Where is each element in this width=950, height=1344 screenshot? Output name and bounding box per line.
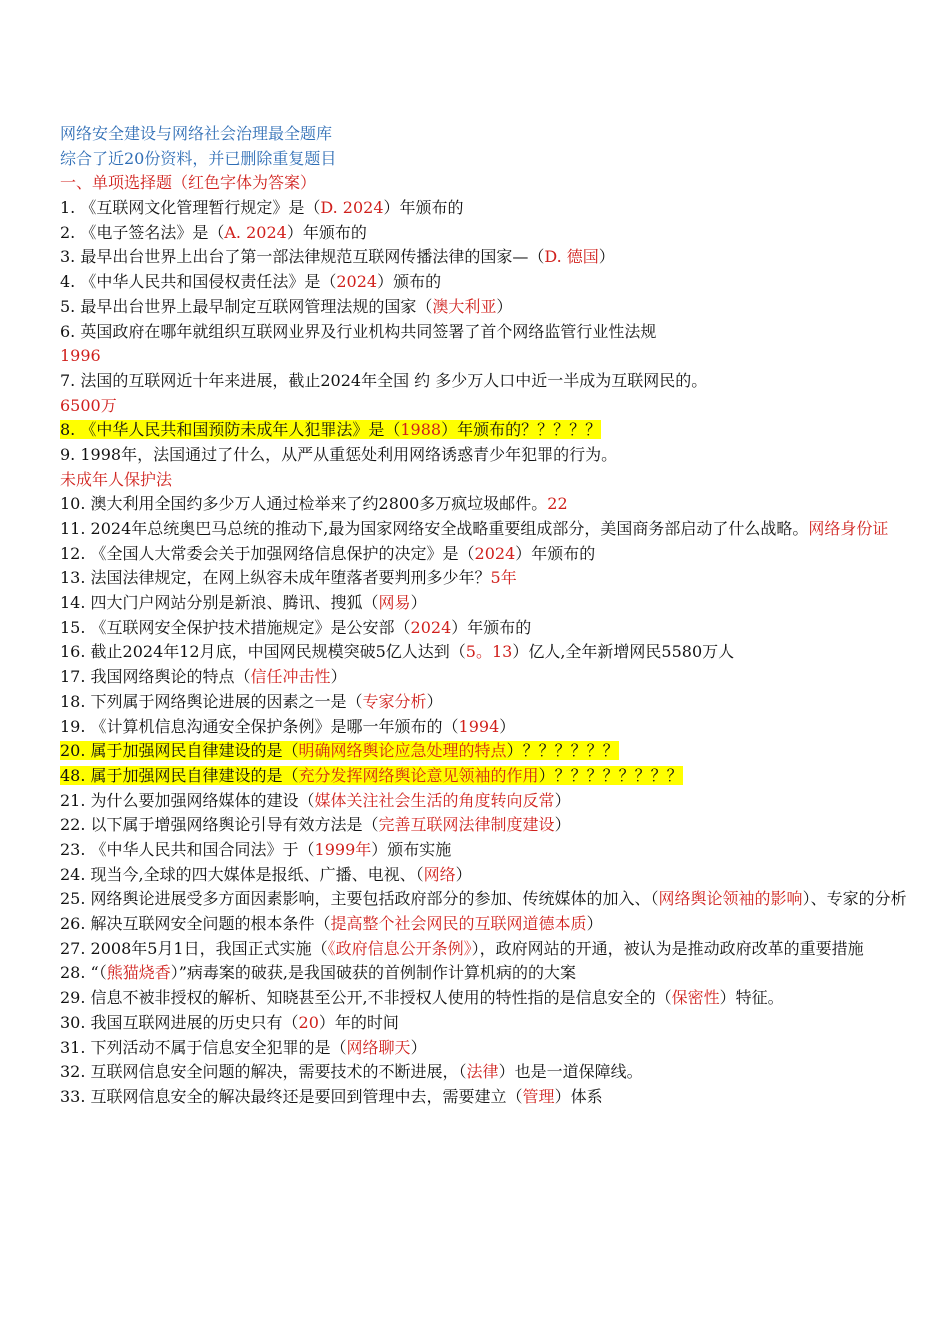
question-text: 17. 我国网络舆论的特点（ xyxy=(60,667,251,687)
question-text-tail: ），政府网站的开通，被认为是推动政府改革的重要措施 xyxy=(471,938,864,958)
question-text: 10. 澳大利用全国约多少万人通过检举来了约2800多万疯垃圾邮件。 xyxy=(60,494,548,514)
question-text-tail: ）？？？？？？ xyxy=(506,741,619,761)
question-item xyxy=(60,764,910,789)
question-text-tail: ）颁布实施 xyxy=(371,839,452,859)
answer-text: 完善互联网法律制度建设 xyxy=(378,815,555,835)
question-text-tail: ）年的时间 xyxy=(318,1012,399,1032)
question-text: 26. 解决互联网安全问题的根本条件（ xyxy=(60,914,331,934)
question-text: 20. 属于加强网民自律建设的是（ xyxy=(60,741,299,761)
question-text-tail: ）”病毒案的破获,是我国破获的首例制作计算机病的的大案 xyxy=(170,963,577,983)
question-item xyxy=(60,690,910,715)
question-item xyxy=(60,887,910,912)
question-text: 14. 四大门户网站分别是新浪、腾讯、搜狐（ xyxy=(60,593,379,613)
question-item xyxy=(60,344,910,369)
question-text: 12. 《全国人大常委会关于加强网络信息保护的决定》是（ xyxy=(60,543,475,563)
question-text: 8. 《中华人民共和国预防未成年人犯罪法》是（ xyxy=(60,420,401,440)
question-item xyxy=(60,986,910,1011)
section-heading: 一、单项选择题（红色字体为答案） xyxy=(60,173,317,193)
answer-text: 5。13 xyxy=(465,642,513,662)
question-item xyxy=(60,394,910,419)
highlighted-question xyxy=(60,741,619,760)
question-text-tail: ） xyxy=(496,296,513,316)
question-text-tail: ）颁布的 xyxy=(377,272,442,292)
question-text: 5. 最早出台世界上最早制定互联网管理法规的国家（ xyxy=(60,296,433,316)
question-item xyxy=(60,715,910,740)
answer-text: 管理 xyxy=(522,1086,555,1106)
answer-text: 6500万 xyxy=(60,395,117,415)
question-item xyxy=(60,863,910,888)
question-text-tail: ）年颁布的 xyxy=(515,543,596,563)
question-text: 24. 现当今,全球的四大媒体是报纸、广播、电视、（ xyxy=(60,864,424,884)
answer-text: D. 2024 xyxy=(320,198,384,218)
answer-text: 1999年 xyxy=(314,839,372,859)
document-page xyxy=(60,122,910,1110)
answer-text: 5年 xyxy=(490,568,517,588)
answer-text: A. 2024 xyxy=(224,222,287,242)
question-item xyxy=(60,789,910,814)
question-text: 28. “（ xyxy=(60,963,107,983)
answer-text: 媒体关注社会生活的角度转向反常 xyxy=(314,790,555,810)
question-text-tail: ） xyxy=(554,815,571,835)
question-item xyxy=(60,443,910,468)
question-item xyxy=(60,418,910,443)
question-item xyxy=(60,196,910,221)
question-text: 19. 《计算机信息沟通安全保护条例》是哪一年颁布的（ xyxy=(60,716,459,736)
answer-text: 22 xyxy=(547,494,568,514)
question-item xyxy=(60,270,910,295)
highlighted-question xyxy=(60,766,683,785)
question-item xyxy=(60,245,910,270)
question-text-tail: ） xyxy=(499,716,516,736)
question-text: 1. 《互联网文化管理暂行规定》是（ xyxy=(60,198,321,218)
question-item xyxy=(60,616,910,641)
question-text-tail: ）亿人,全年新增网民5580万人 xyxy=(512,642,735,662)
question-item xyxy=(60,813,910,838)
question-text: 18. 下列属于网络舆论进展的因素之一是（ xyxy=(60,691,363,711)
answer-text: 网络身份证 xyxy=(808,519,889,538)
question-text: 22. 以下属于增强网络舆论引导有效方法是（ xyxy=(60,815,379,835)
document-title: 网络安全建设与网络社会治理最全题库 xyxy=(60,124,333,143)
question-item xyxy=(60,961,910,986)
answer-text: 澳大利亚 xyxy=(432,296,497,316)
answer-text: 信任冲击性 xyxy=(250,667,331,687)
answer-text: 充分发挥网络舆论意见领袖的作用 xyxy=(298,765,539,785)
question-text-tail: ）体系 xyxy=(554,1086,603,1106)
question-item xyxy=(60,221,910,246)
question-text-tail: ） xyxy=(586,914,603,934)
question-text-tail: ） xyxy=(598,247,615,267)
question-text: 23. 《中华人民共和国合同法》于（ xyxy=(60,839,315,859)
question-text: 2. 《电子签名法》是（ xyxy=(60,222,225,242)
question-item xyxy=(60,492,910,517)
question-item xyxy=(60,369,910,394)
question-text-tail: ）年颁布的？？？？？ xyxy=(441,420,602,440)
answer-text: 网易 xyxy=(378,593,411,613)
answer-text: 熊猫烧香 xyxy=(106,963,171,983)
question-text-tail: ） xyxy=(330,667,347,687)
answer-text: 2024 xyxy=(474,543,516,563)
question-item xyxy=(60,1060,910,1085)
answer-text: 2024 xyxy=(410,617,452,637)
question-item xyxy=(60,591,910,616)
question-text-tail: ）年颁布的 xyxy=(286,222,367,242)
question-text: 13. 法国法律规定，在网上纵容未成年堕落者要判刑多少年？ xyxy=(60,568,491,588)
answer-text: 1996 xyxy=(60,346,101,366)
question-text: 3. 最早出台世界上出台了第一部法律规范互联网传播法律的国家—（ xyxy=(60,247,545,267)
answer-text: 网络聊天 xyxy=(346,1037,411,1057)
question-item xyxy=(60,468,910,493)
question-text-tail: ） xyxy=(410,593,427,613)
answer-text: 20 xyxy=(298,1012,319,1032)
question-text-tail: ）年颁布的 xyxy=(383,198,464,218)
question-text-tail: ）特征。 xyxy=(719,988,784,1008)
answer-text: 提高整个社会网民的互联网道德本质 xyxy=(330,914,587,934)
answer-text: 专家分析 xyxy=(362,691,427,711)
question-text: 6. 英国政府在哪年就组织互联网业界及行业机构共同签署了首个网络监管行业性法规 xyxy=(60,321,657,341)
question-text: 29. 信息不被非授权的解析、知晓甚至公开,不非授权人使用的特性指的是信息安全的（ xyxy=(60,988,672,1008)
question-item xyxy=(60,739,910,764)
question-text: 16. 截止2024年12月底，中国网民规模突破5亿人达到（ xyxy=(60,642,466,662)
question-item xyxy=(60,566,910,591)
question-text: 27. 2008年5月1日，我国正式实施（ xyxy=(60,938,328,958)
answer-text: 网络 xyxy=(423,864,456,884)
question-item xyxy=(60,320,910,345)
question-text: 15. 《互联网安全保护技术措施规定》是公安部（ xyxy=(60,617,411,637)
question-item xyxy=(60,665,910,690)
question-text: 4. 《中华人民共和国侵权责任法》是（ xyxy=(60,272,337,292)
question-text-tail: ） xyxy=(426,691,443,711)
answer-text: 法律 xyxy=(466,1062,499,1082)
question-text-tail: ）、专家的分析 xyxy=(802,889,907,909)
question-text: 11. 2024年总统奥巴马总统的推动下,最为国家网络安全战略重要组成部分，美国商务部启动了什么战略。 xyxy=(60,519,809,538)
answer-text: 未成年人保护法 xyxy=(60,469,173,489)
answer-text: D. 德国 xyxy=(544,247,599,267)
answer-text: 1988 xyxy=(400,420,442,440)
question-text: 30. 我国互联网进展的历史只有（ xyxy=(60,1012,299,1032)
question-text: 9. 1998年，法国通过了什么，从严从重惩处利用网络诱惑青少年犯罪的行为。 xyxy=(60,444,618,464)
answer-text: 明确网络舆论应急处理的特点 xyxy=(298,741,507,761)
question-item xyxy=(60,1036,910,1061)
question-item xyxy=(60,912,910,937)
question-text: 31. 下列活动不属于信息安全犯罪的是（ xyxy=(60,1037,347,1057)
answer-text: 《政府信息公开条例》 xyxy=(327,938,472,958)
question-text: 7. 法国的互联网近十年来进展，截止2024年全国 约 多少万人口中近一半成为互联网民的。 xyxy=(60,370,708,390)
question-text: 32. 互联网信息安全问题的解决，需要技术的不断进展，（ xyxy=(60,1062,467,1082)
question-item xyxy=(60,1011,910,1036)
question-item xyxy=(60,517,910,542)
answer-text: 1994 xyxy=(458,716,500,736)
question-item xyxy=(60,838,910,863)
question-text-tail: ）也是一道保障线。 xyxy=(498,1062,643,1082)
document-subtitle: 综合了近20份资料，并已删除重复题目 xyxy=(60,148,337,168)
question-text-tail: ） xyxy=(554,790,571,810)
answer-text: 网络舆论领袖的影响 xyxy=(658,889,803,909)
question-text: 21. 为什么要加强网络媒体的建设（ xyxy=(60,790,315,810)
question-item xyxy=(60,542,910,567)
answer-text: 2024 xyxy=(336,272,378,292)
question-text-tail: ）年颁布的 xyxy=(451,617,532,637)
question-list xyxy=(60,196,910,1110)
question-text: 48. 属于加强网民自律建设的是（ xyxy=(60,765,299,785)
answer-text: 保密性 xyxy=(671,988,720,1008)
question-text: 25. 网络舆论进展受多方面因素影响，主要包括政府部分的参加、传统媒体的加入、（ xyxy=(60,889,659,909)
question-item xyxy=(60,295,910,320)
question-item xyxy=(60,1085,910,1110)
question-text-tail: ） xyxy=(455,864,472,884)
question-item xyxy=(60,640,910,665)
question-text: 33. 互联网信息安全的解决最终还是要回到管理中去，需要建立（ xyxy=(60,1086,523,1106)
highlighted-question xyxy=(60,420,601,439)
question-text-tail: ） xyxy=(410,1037,427,1057)
question-text-tail: ）？？？？？？？？ xyxy=(538,765,683,785)
question-item xyxy=(60,937,910,962)
